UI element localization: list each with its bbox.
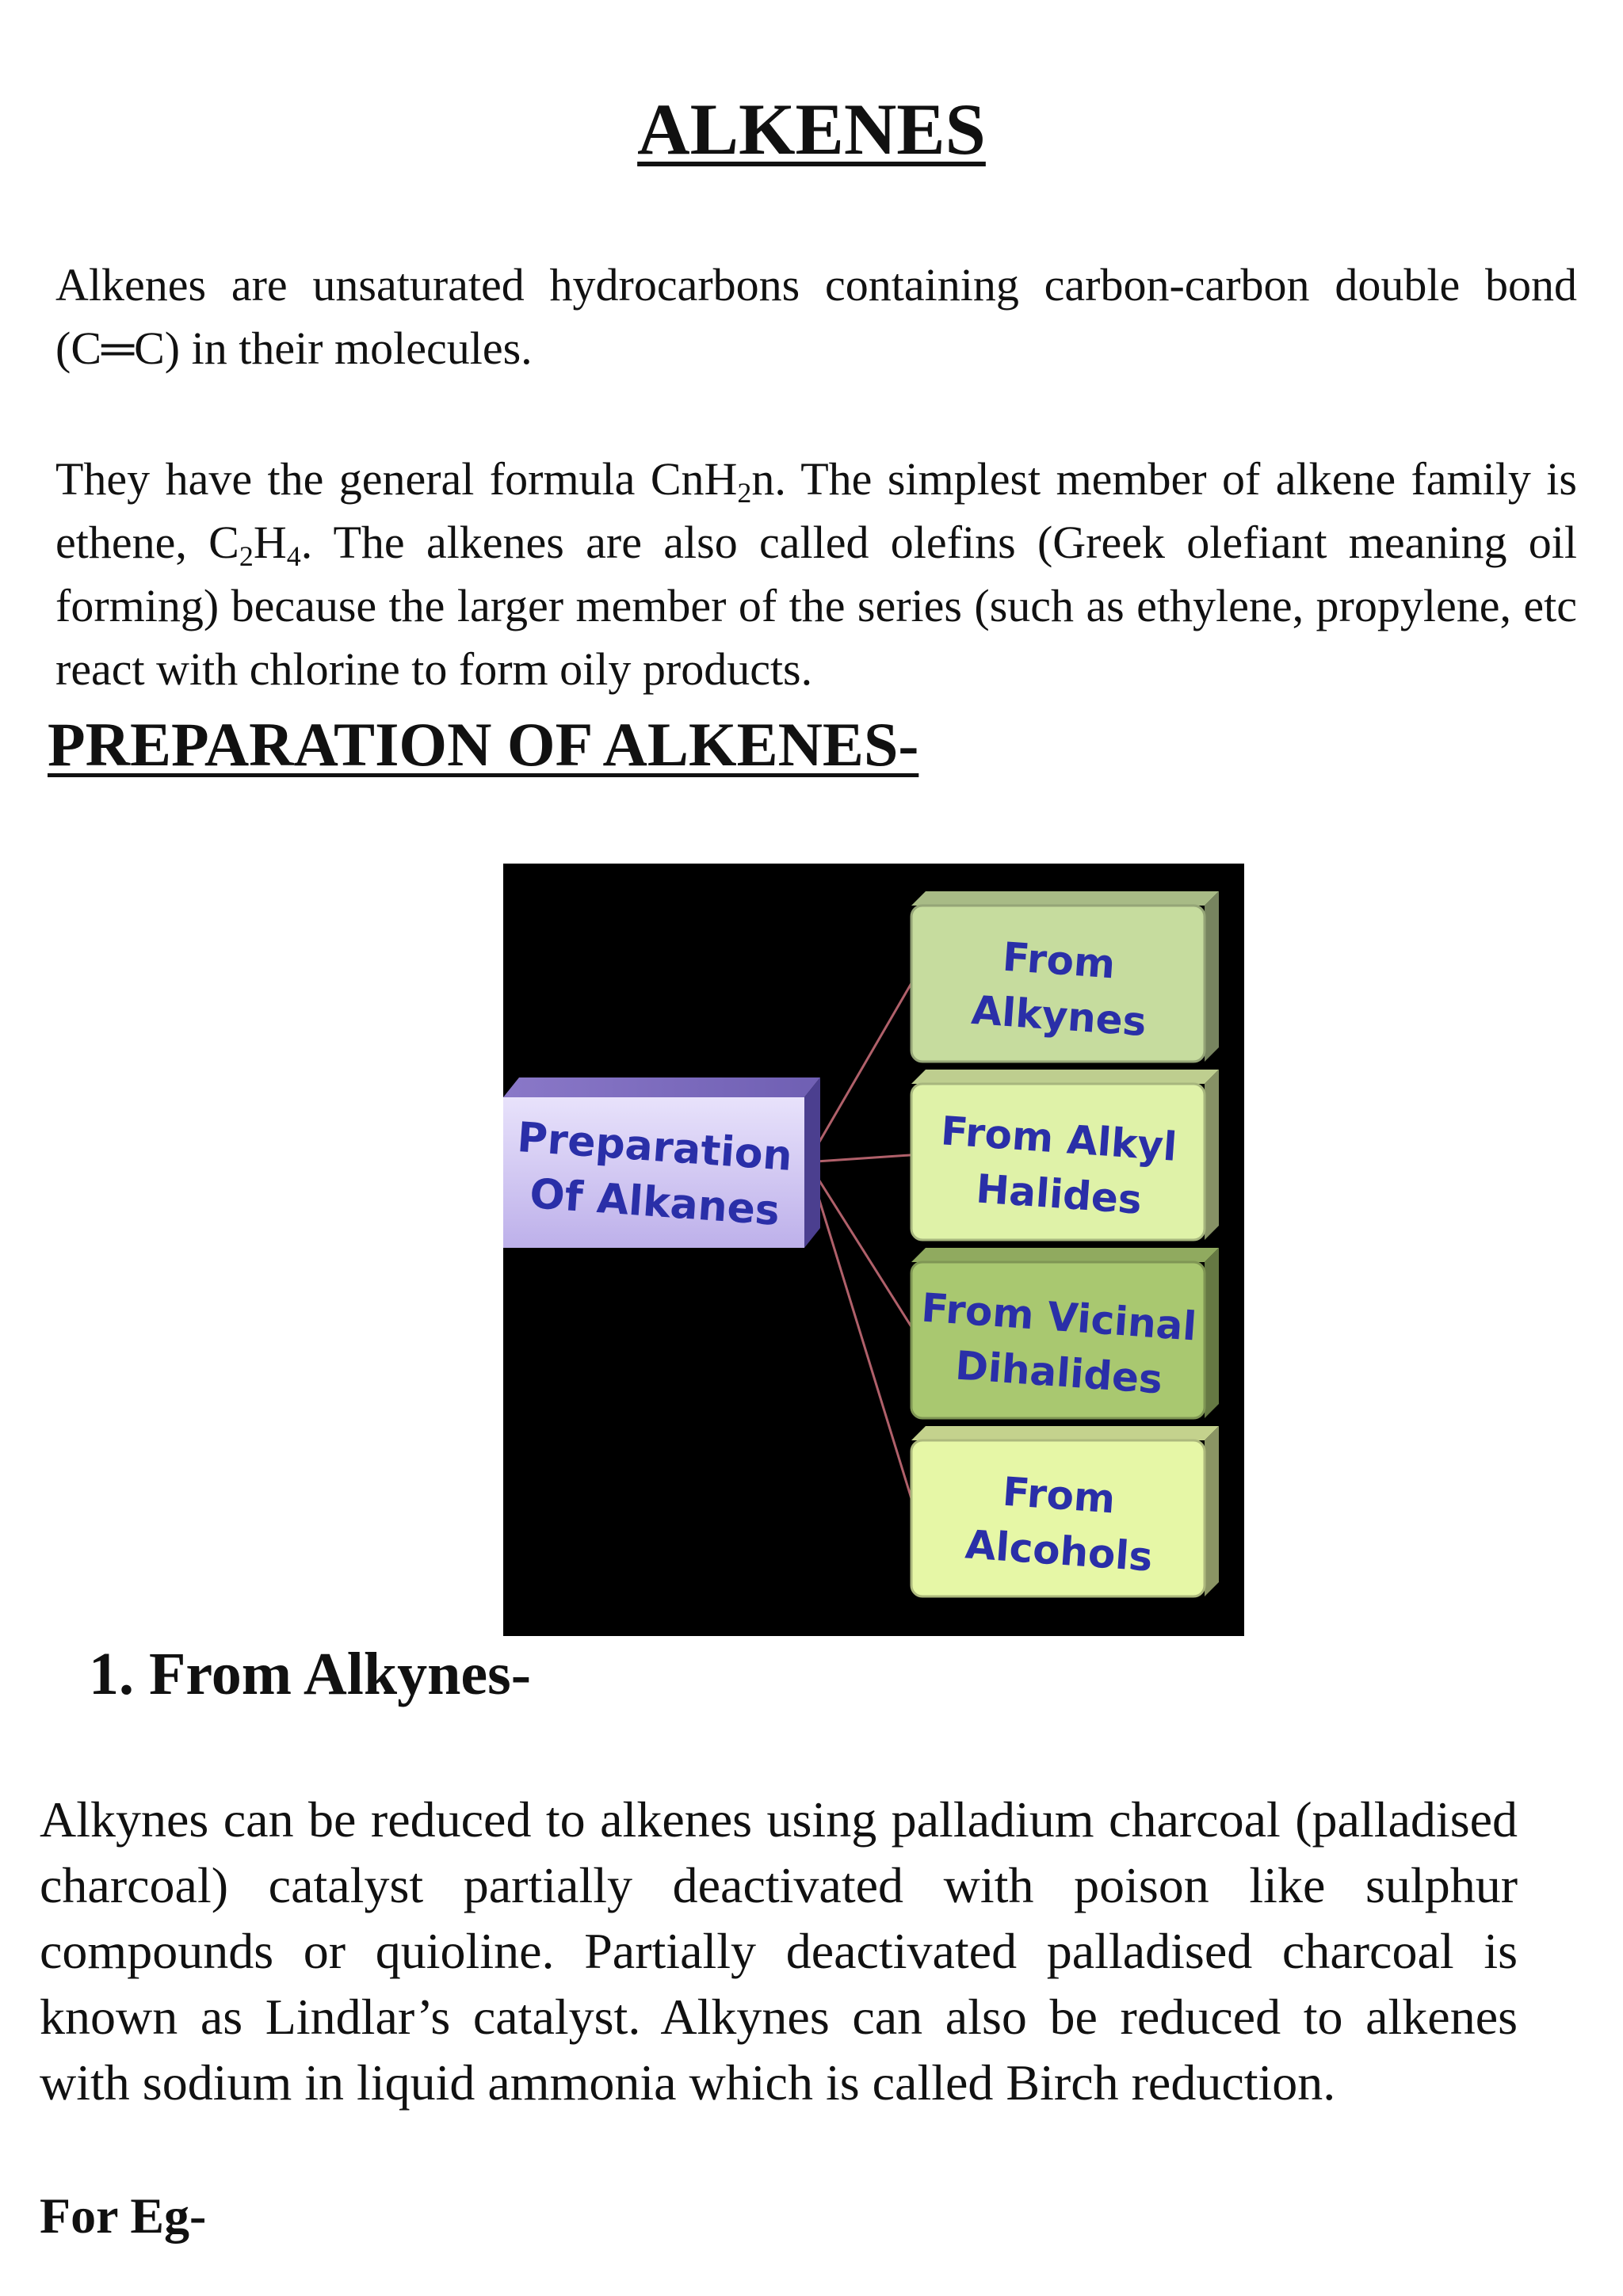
branch-node-label: From Alkyl: [939, 1108, 1178, 1170]
branch-node: [911, 1248, 1219, 1418]
center-node-label-2: Of Alkanes: [528, 1170, 781, 1235]
preparation-diagram-svg: [503, 864, 1244, 1636]
preparation-diagram: [503, 864, 1244, 1636]
center-node-side: [804, 1077, 820, 1248]
branch-node: [911, 891, 1219, 1062]
subheading-from-alkynes: 1. From Alkynes-: [89, 1641, 532, 1707]
section-heading-text: PREPARATION OF ALKENES-: [48, 710, 919, 779]
paragraph-text: H: [253, 517, 287, 568]
connector-line: [816, 977, 915, 1148]
paragraph-text: n. The simplest member of alkene family is ethene, C: [55, 453, 1577, 568]
section-heading: [48, 709, 918, 780]
center-node-label-1: Preparation: [515, 1113, 794, 1181]
branch-node: [911, 1426, 1219, 1596]
branch-node-label: From: [1001, 933, 1117, 988]
branch-node-side: [1205, 1426, 1219, 1596]
branch-node-top: [911, 1426, 1219, 1440]
formula-text: They have the general formula CnH: [55, 453, 738, 505]
branch-node-side: [1205, 891, 1219, 1062]
page-title-text: ALKENES: [637, 89, 986, 170]
branch-node: [911, 1070, 1219, 1240]
connector-line: [816, 1190, 915, 1512]
intro-paragraph-1: Alkenes are unsaturated hydrocarbons containing carbon-carbon double bond (C═C) in their molecules.: [55, 259, 1577, 374]
subscript: 4: [286, 540, 301, 573]
connector-line: [816, 1176, 915, 1333]
connector-line: [816, 1155, 915, 1162]
branch-node-side: [1205, 1248, 1219, 1418]
branch-node-label: From Vicinal: [919, 1284, 1198, 1350]
branch-node-side: [1205, 1070, 1219, 1240]
branch-node-label: Dihalides: [953, 1342, 1164, 1403]
branch-node-label: Alcohols: [964, 1521, 1155, 1581]
page-title: [0, 87, 1623, 171]
subscript: 2: [239, 540, 254, 573]
for-example-label: For Eg-: [40, 2187, 207, 2244]
branch-node-top: [911, 891, 1219, 906]
center-node-top: [503, 1077, 820, 1097]
branch-node-top: [911, 1070, 1219, 1084]
branch-node-top: [911, 1248, 1219, 1262]
intro-paragraph-2: [55, 448, 1577, 701]
paragraph-text: . The alkenes are also called olefins (Greek olefiant meaning oil forming) because the larger member of the series (such as ethylene, propylene, etc react with chlorine to form oily products.: [55, 517, 1577, 695]
alkyne-paragraph: Alkynes can be reduced to alkenes using palladium charcoal (palladised charcoal) catalyst partially deactivated with poison like sulphur compounds or quioline. Partially deactivated palladised charcoal is known as Lindlar’s catalyst. Alkynes can also be reduced to alkenes with sodium in liquid ammonia which is called Birch reduction.: [40, 1791, 1518, 2111]
branch-node-label: From: [1001, 1468, 1117, 1523]
connector-lines: [816, 977, 915, 1512]
center-node: [503, 1077, 820, 1248]
branch-node-label: Halides: [974, 1165, 1144, 1223]
branch-node-label: Alkynes: [969, 986, 1148, 1046]
subscript: 2: [737, 477, 752, 509]
branch-nodes: [911, 891, 1219, 1596]
